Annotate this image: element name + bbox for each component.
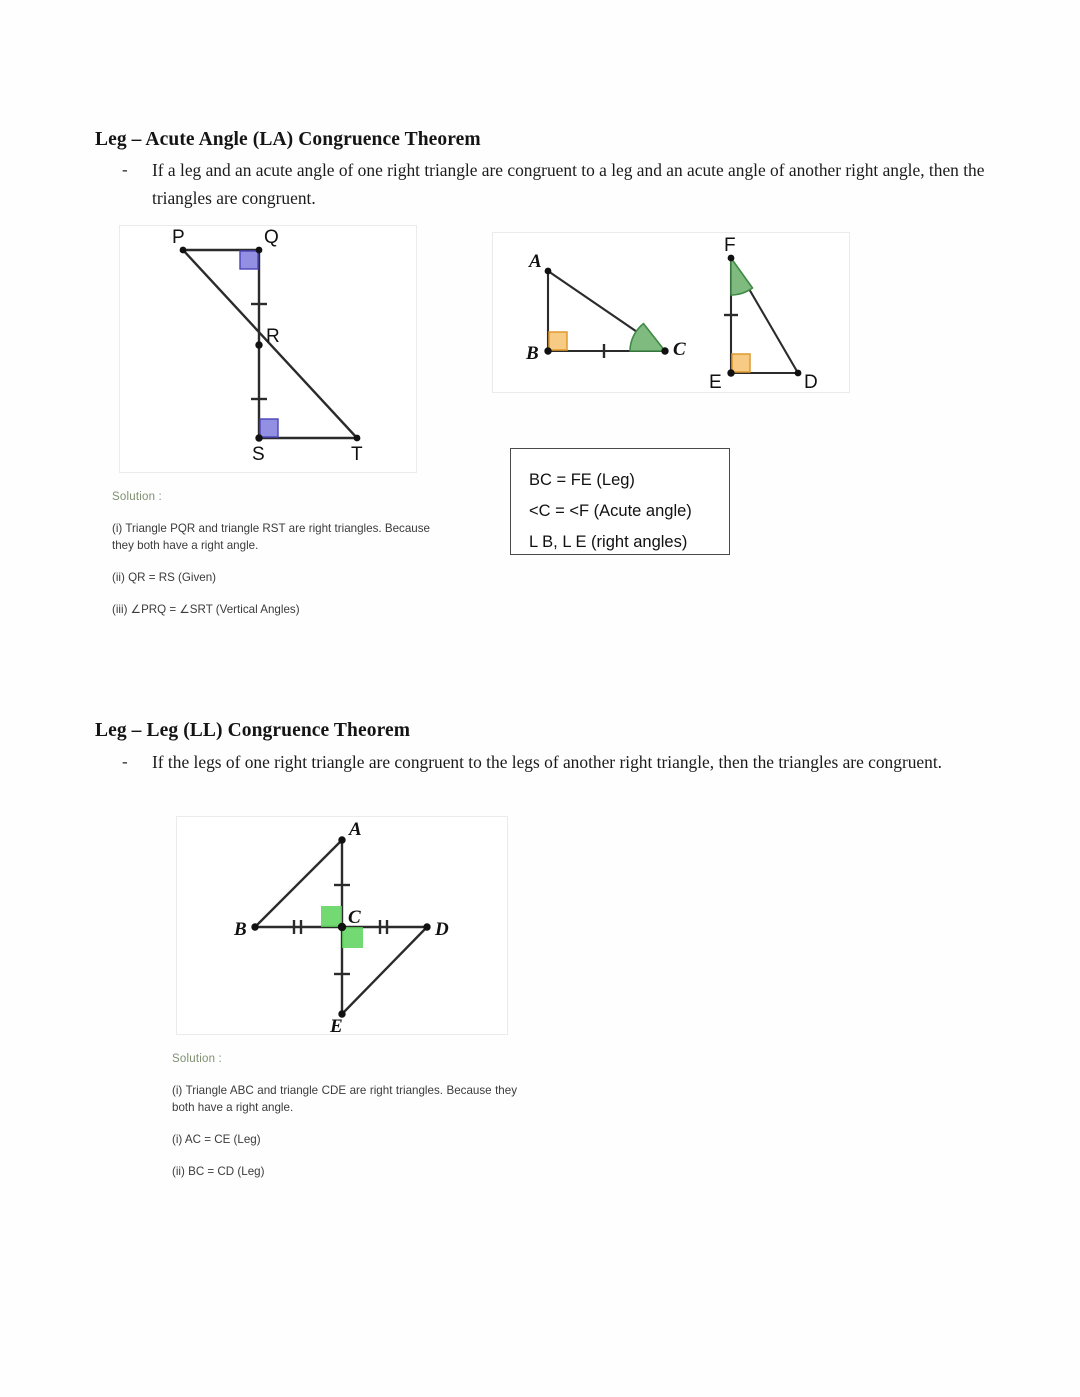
ll-solution-block — [172, 1053, 517, 1195]
solution-step: (ii) QR = RS (Given) — [112, 571, 217, 584]
solution-step: (i) Triangle ABC and triangle CDE are right triangles. Because they both have a right angle. — [172, 1084, 517, 1114]
bullet-dash-marker: - — [122, 752, 128, 771]
svg-text:T: T — [351, 444, 363, 465]
bullet-dash-marker: - — [122, 160, 128, 179]
svg-text:B: B — [526, 343, 539, 364]
solution-step: (i) Triangle PQR and triangle RST are right triangles. Because they both have a right angle. — [112, 522, 430, 552]
statement-line: BC = FE (Leg) — [529, 471, 635, 489]
solution-step: (i) AC = CE (Leg) — [172, 1133, 261, 1146]
svg-text:R: R — [266, 326, 280, 347]
solution-step: (iii) ∠PRQ = ∠SRT (Vertical Angles) — [112, 603, 300, 616]
solution-step: (ii) BC = CD (Leg) — [172, 1165, 265, 1178]
la-solution-block — [112, 491, 430, 633]
la-theorem-heading: Leg – Acute Angle (LA) Congruence Theorem — [95, 129, 481, 150]
ll-theorem-bullet-text: If the legs of one right triangle are congruent to the legs of another right triangle, then the triangles are congruent. — [152, 752, 943, 772]
svg-text:E: E — [330, 1016, 343, 1034]
la-congruence-statement-box — [510, 448, 730, 555]
statement-line: L B, L E (right angles) — [529, 533, 688, 551]
la-theorem-bullet-text: If a leg and an acute angle of one right triangle are congruent to a leg and an acute angle of another right angle, then the triangles are congruent. — [152, 160, 985, 208]
svg-text:A: A — [529, 251, 542, 272]
svg-text:F: F — [724, 235, 736, 256]
svg-text:C: C — [348, 907, 361, 928]
statement-line: <C = <F (Acute angle) — [529, 502, 692, 520]
abcde-cross-figure — [176, 816, 508, 1035]
ll-theorem-heading: Leg – Leg (LL) Congruence Theorem — [95, 720, 411, 741]
svg-text:C: C — [673, 339, 686, 360]
svg-text:Q: Q — [264, 227, 279, 248]
la-theorem-bullet — [122, 156, 1007, 212]
svg-text:S: S — [252, 444, 265, 465]
pqrst-bowtie-figure — [119, 225, 417, 473]
ll-theorem-bullet — [122, 748, 1002, 776]
solution-label: Solution : — [112, 491, 162, 503]
svg-text:P: P — [172, 227, 185, 248]
svg-text:B: B — [234, 919, 247, 940]
svg-text:D: D — [804, 372, 818, 392]
solution-label: Solution : — [172, 1053, 222, 1065]
svg-text:A: A — [349, 819, 362, 840]
abc-fed-triangles-figure — [492, 232, 850, 393]
svg-text:E: E — [709, 372, 722, 392]
svg-text:D: D — [435, 919, 449, 940]
